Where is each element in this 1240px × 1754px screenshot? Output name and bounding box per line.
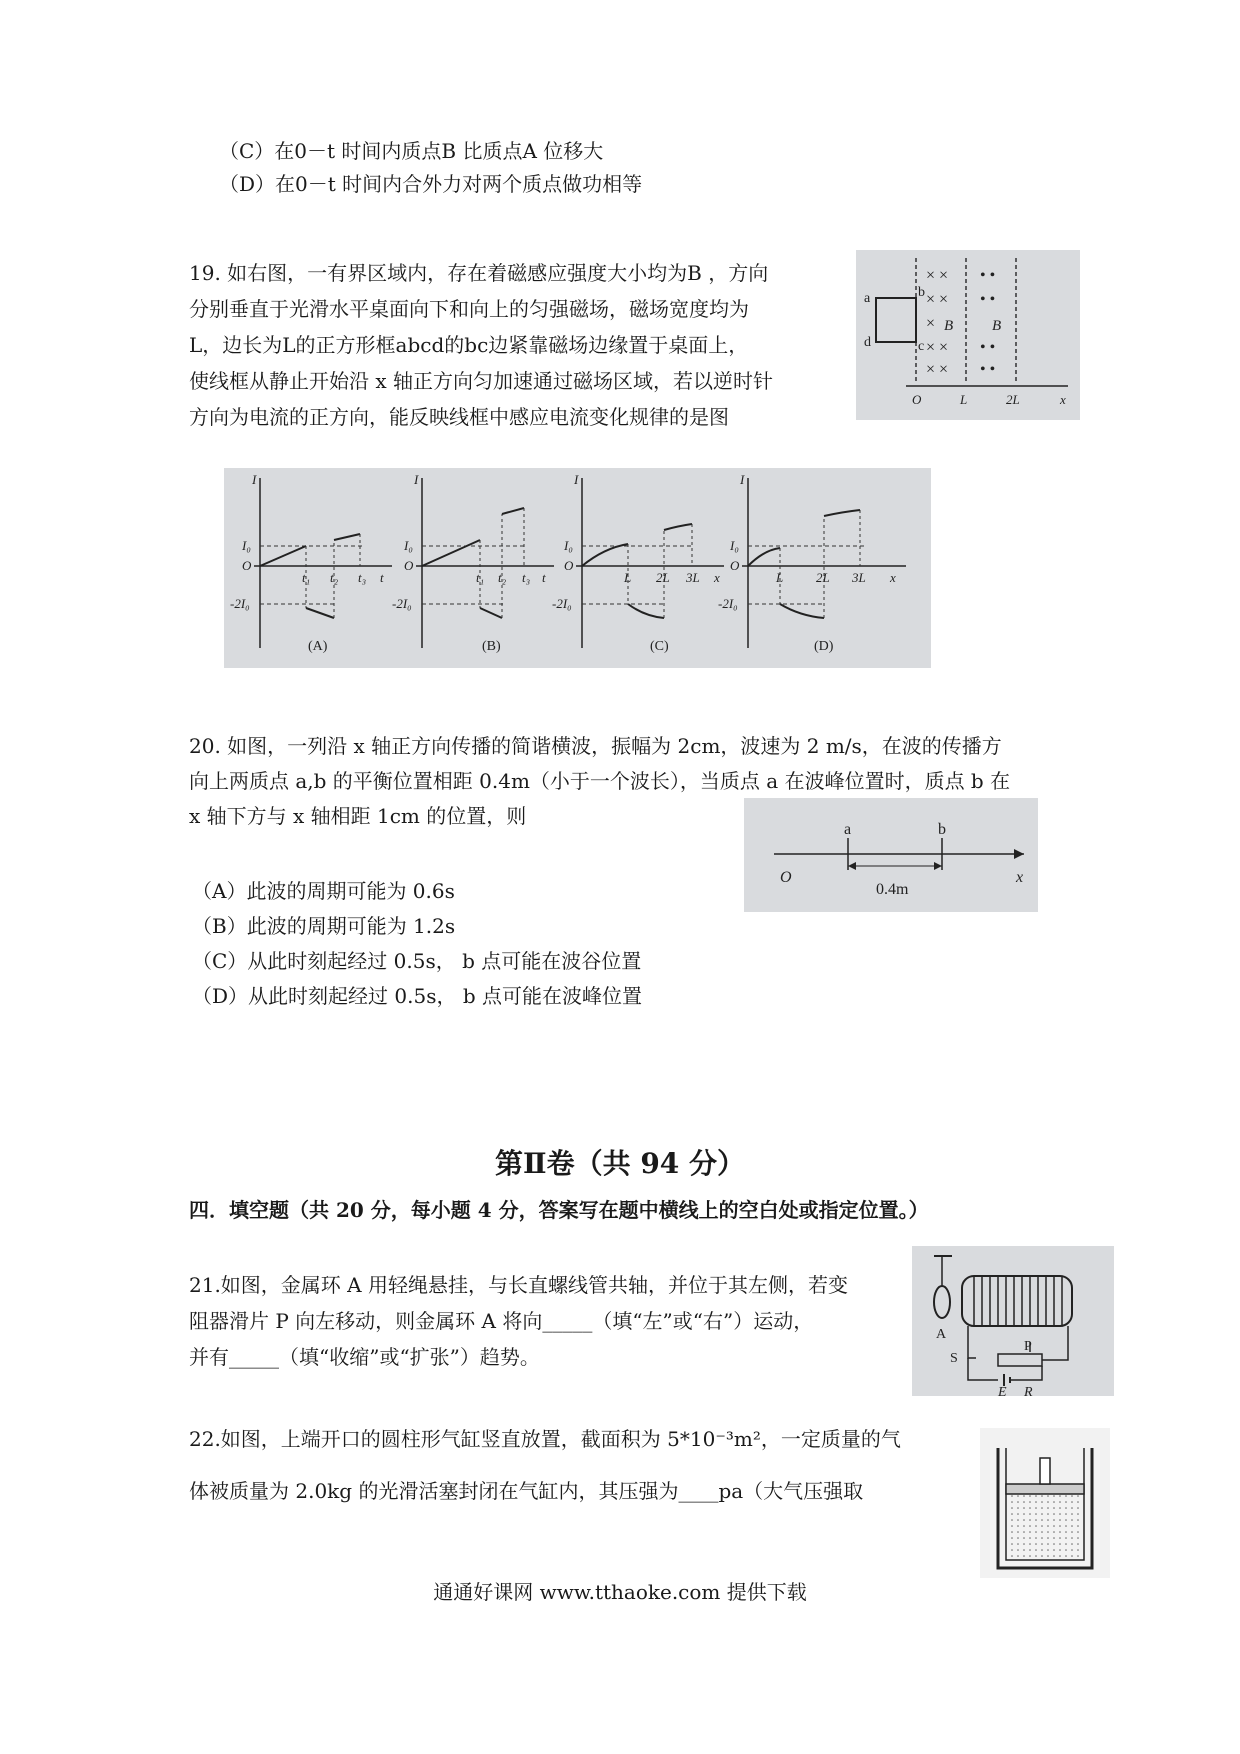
graph-d-tick-3l: 3L [852, 570, 866, 585]
graph-a-caption: (A) [308, 639, 328, 654]
svg-text:× ×: × × [926, 361, 949, 378]
section-heading: 四．填空题（共 20 分，每小题 4 分，答案写在题中横线上的空白处或指定位置。） [189, 1198, 929, 1222]
q20-wave-figure [744, 798, 1038, 912]
svg-text:• •: • • [980, 361, 996, 378]
graph-d-tick-o: O [730, 558, 740, 573]
b-label-1: B [944, 318, 954, 334]
field-tick-l: L [960, 392, 968, 407]
q20-line-2: 向上两质点 a,b 的平衡位置相距 0.4m（小于一个波长），当质点 a 在波峰位置时，质点 b 在 [189, 769, 1011, 793]
graph-b-tick-t1: t₁ [476, 570, 485, 585]
frame-label-b: b [918, 285, 925, 300]
graph-d-tick-l: L [776, 570, 784, 585]
q20-option-a: （A）此波的周期可能为 0.6s [192, 879, 455, 903]
graph-a-tick-t1: t₁ [302, 570, 311, 585]
graph-a-tick-t3: t₃ [358, 570, 367, 585]
field-tick-2l: 2L [1006, 392, 1020, 407]
q19-field-figure [856, 250, 1080, 420]
graph-d-y-label: I [740, 472, 745, 487]
graph-b-tick-t: t [542, 570, 546, 585]
graph-a-tick-i0: I₀ [242, 538, 251, 553]
frame-label-d: d [864, 335, 871, 350]
wave-origin: O [780, 869, 792, 886]
frame-label-c: c [918, 339, 925, 354]
wave-point-b: b [938, 821, 946, 838]
graph-c-tick-l: L [624, 570, 632, 585]
graph-b-caption: (B) [482, 639, 501, 654]
q20-option-d: （D）从此时刻起经过 0.5s， b 点可能在波峰位置 [192, 984, 642, 1008]
solenoid-label-s: S [950, 1351, 958, 1366]
graph-d-tick-neg: -2I₀ [718, 596, 738, 611]
q19-line-3: L，边长为L的正方形框abcd的bc边紧靠磁场边缘置于桌面上， [189, 333, 749, 357]
q21-solenoid-figure [912, 1246, 1114, 1396]
wave-point-a: a [844, 821, 852, 838]
graph-a [230, 472, 392, 654]
svg-text:× ×: × × [926, 339, 949, 356]
frame-label-a: a [864, 291, 871, 306]
graph-d [718, 472, 906, 654]
q21-line-1: 21.如图，金属环 A 用轻绳悬挂，与长直螺线管共轴，并位于其左侧，若变 [189, 1273, 848, 1297]
field-tick-x: x [1060, 392, 1066, 407]
q19-line-5: 方向为电流的正方向，能反映线框中感应电流变化规律的是图 [189, 405, 729, 429]
graph-c [552, 472, 724, 654]
svg-text:• •: • • [980, 339, 996, 356]
graph-b-y-label: I [414, 472, 419, 487]
graph-d-tick-x: x [890, 570, 896, 585]
field-tick-o: O [912, 392, 922, 407]
q22-line-2: 体被质量为 2.0kg 的光滑活塞封闭在气缸内，其压强为____pa（大气压强取 [189, 1479, 864, 1503]
q20-option-b: （B）此波的周期可能为 1.2s [192, 914, 456, 938]
graph-b [392, 472, 554, 654]
wave-distance: 0.4m [876, 881, 909, 898]
graph-a-tick-t: t [380, 570, 384, 585]
q19-line-2: 分别垂直于光滑水平桌面向下和向上的匀强磁场，磁场宽度均为 [189, 297, 749, 321]
section-title: 第Ⅱ卷（共 94 分） [494, 1147, 746, 1180]
solenoid-label-a: A [936, 1327, 947, 1342]
graph-a-tick-o: O [242, 558, 252, 573]
q21-line-2: 阻器滑片 P 向左移动，则金属环 A 将向_____（填“左”或“右”）运动， [189, 1309, 814, 1333]
graph-b-tick-t2: t₂ [498, 570, 507, 585]
svg-text:• •: • • [980, 291, 996, 308]
page-footer: 通通好课网 www.tthaoke.com 提供下载 [433, 1580, 807, 1604]
graph-b-tick-neg: -2I₀ [392, 596, 412, 611]
solenoid-label-e: E [998, 1385, 1007, 1396]
graph-d-tick-i0: I₀ [730, 538, 739, 553]
q21-line-3: 并有_____（填“收缩”或“扩张”）趋势。 [189, 1345, 540, 1369]
solenoid-label-p: P [1024, 1339, 1032, 1354]
wave-axis-x: x [1016, 869, 1024, 886]
graph-c-tick-x: x [714, 570, 720, 585]
graph-c-caption: (C) [650, 639, 669, 654]
q22-line-1: 22.如图，上端开口的圆柱形气缸竖直放置，截面积为 5*10⁻³m²，一定质量的气 [189, 1427, 901, 1451]
graph-d-caption: (D) [814, 639, 834, 654]
svg-text:× ×: × × [926, 267, 949, 284]
graph-c-y-label: I [574, 472, 579, 487]
b-label-2: B [992, 318, 1002, 334]
graph-c-tick-i0: I₀ [564, 538, 573, 553]
q19-line-1: 19. 如右图，一有界区域内，存在着磁感应强度大小均为B ，方向 [189, 261, 769, 285]
q18-option-c: （C）在0－t 时间内质点B 比质点A 位移大 [219, 139, 604, 163]
graph-c-tick-o: O [564, 558, 574, 573]
svg-text:×: × [926, 315, 936, 332]
graph-a-tick-neg: -2I₀ [230, 596, 250, 611]
q20-line-1: 20. 如图，一列沿 x 轴正方向传播的简谐横波，振幅为 2cm，波速为 2 m/s，在波的传播方 [189, 734, 1002, 758]
q22-cylinder-figure [980, 1428, 1110, 1578]
graph-d-tick-2l: 2L [816, 570, 830, 585]
graph-a-y-label: I [252, 472, 257, 487]
q18-option-d: （D）在0－t 时间内合外力对两个质点做功相等 [219, 172, 643, 196]
graph-c-tick-3l: 3L [686, 570, 700, 585]
graph-b-tick-t3: t₃ [522, 570, 531, 585]
q20-option-c: （C）从此时刻起经过 0.5s， b 点可能在波谷位置 [192, 949, 642, 973]
q19-line-4: 使线框从静止开始沿 x 轴正方向匀加速通过磁场区域，若以逆时针 [189, 369, 773, 393]
graph-b-tick-i0: I₀ [404, 538, 413, 553]
graph-c-tick-2l: 2L [656, 570, 670, 585]
q20-line-3: x 轴下方与 x 轴相距 1cm 的位置，则 [189, 804, 527, 828]
graph-a-tick-t2: t₂ [330, 570, 339, 585]
solenoid-label-r: R [1024, 1385, 1033, 1396]
graph-c-tick-neg: -2I₀ [552, 596, 572, 611]
svg-text:• •: • • [980, 267, 996, 284]
q19-graphs-figure [224, 468, 931, 668]
graph-b-tick-o: O [404, 558, 414, 573]
svg-text:× ×: × × [926, 291, 949, 308]
